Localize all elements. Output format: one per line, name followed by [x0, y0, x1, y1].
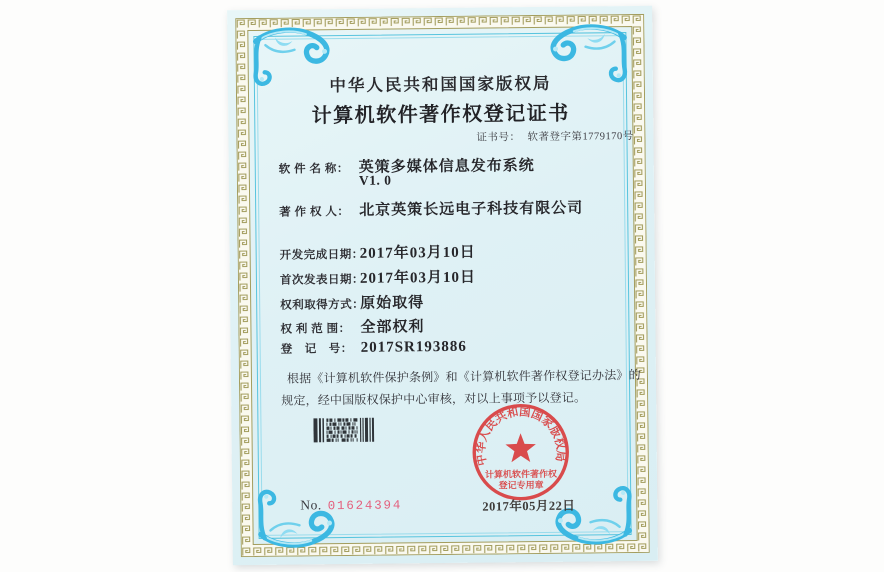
field-value: 2017SR193886 [360, 338, 467, 356]
field-row-software-name [279, 154, 535, 178]
field-label: 著 作 权 人： [279, 205, 350, 219]
serial-number-label: No. [300, 497, 322, 513]
field-value: 2017年03月10日 [359, 269, 477, 287]
field-row-copyright-owner [279, 197, 583, 221]
field-label: 开发完成日期： [279, 248, 364, 262]
field-row-rights-scope [280, 315, 424, 338]
field-value: 原始取得 [360, 295, 425, 312]
field-row-dev-complete-date [280, 241, 476, 264]
seal-inner-line-1: 计算机软件著作权 [484, 468, 558, 480]
certificate-number [476, 128, 633, 145]
certificate-number-label: 证书号： [476, 132, 521, 144]
serial-number [300, 496, 402, 513]
serial-number-value: 01624394 [327, 498, 403, 514]
field-label: 软 件 名 称： [278, 162, 349, 176]
field-value: 2017年03月10日 [359, 244, 476, 262]
software-version: V1. 0 [358, 172, 392, 188]
authority-title: 中华人民共和国国家版权局 [329, 73, 552, 96]
field-row-registration-number [281, 338, 467, 358]
seal-inner-line-2: 登记专用章 [498, 479, 544, 491]
field-label: 权利取得方式： [280, 298, 365, 312]
field-value: 北京英策长远电子科技有限公司 [359, 200, 584, 219]
statement-line-1: 根据《计算机软件保护条例》和《计算机软件著作权登记办法》的 [286, 367, 641, 386]
statement-line-2: 规定，经中国版权保护中心审核，对以上事项予以登记。 [281, 390, 587, 408]
certificate-title: 计算机软件著作权登记证书 [311, 102, 570, 128]
field-label: 登 记 号： [280, 342, 353, 356]
seal-ring-text: 中华人民共和国国家版权局 [473, 404, 569, 467]
field-row-first-publish-date [280, 266, 476, 289]
barcode-icon [313, 417, 375, 444]
field-label: 权 利 范 围： [280, 322, 351, 336]
field-row-rights-acquisition [280, 291, 424, 314]
certificate-number-value: 软著登字第1779170号 [527, 130, 634, 144]
field-value: 英策多媒体信息发布系统 [358, 158, 535, 176]
field-label: 首次发表日期： [279, 273, 364, 287]
issue-date: 2017年05月22日 [482, 498, 576, 514]
red-star-icon [505, 433, 536, 462]
field-value: 全部权利 [360, 319, 425, 336]
certificate-paper [227, 6, 658, 565]
official-seal [469, 401, 572, 504]
